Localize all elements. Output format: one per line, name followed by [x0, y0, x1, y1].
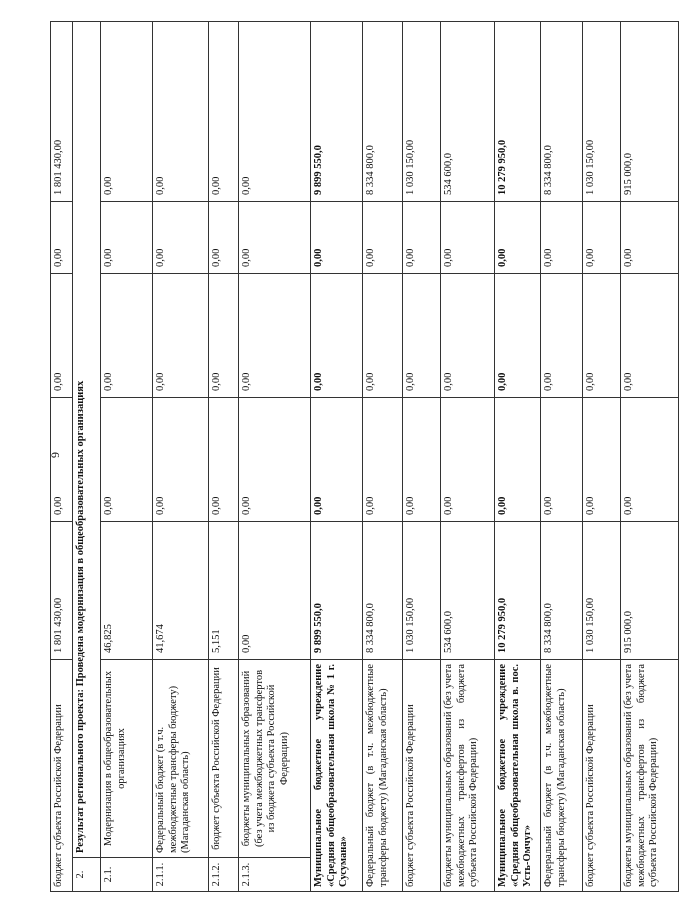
- section-row: [73, 22, 101, 892]
- row-name: бюджеты муниципальных образований (без учета межбюджетных трансфертов из бюджета субъекта Российской Федерации): [239, 660, 311, 858]
- value-cell: 10 279 950,0: [495, 522, 541, 660]
- value-cell: 1 030 150,00: [583, 522, 621, 660]
- value-cell: 0,00: [239, 522, 311, 660]
- budget-table: [50, 21, 679, 892]
- value-cell: 0,00: [209, 22, 239, 202]
- value-cell: 534 600,0: [441, 22, 495, 202]
- row-number: 2.1.2.: [209, 858, 239, 892]
- value-cell: 8 334 800,0: [363, 522, 403, 660]
- row-name: бюджеты муниципальных образований (без учета межбюджетных трансфертов из бюджета субъекта Российской Федерации): [621, 660, 679, 892]
- value-cell: 0,00: [51, 274, 73, 398]
- value-cell: 0,00: [403, 202, 441, 274]
- value-cell: 46,825: [101, 522, 153, 660]
- rotated-table-container: [50, 22, 660, 892]
- row-name: Модернизация в общеобразовательных организациях: [101, 660, 153, 858]
- value-cell: 0,00: [441, 274, 495, 398]
- value-cell: 915 000,0: [621, 22, 679, 202]
- value-cell: 0,00: [541, 202, 583, 274]
- value-cell: 0,00: [311, 202, 363, 274]
- value-cell: 0,00: [541, 398, 583, 522]
- table-row: [441, 22, 495, 892]
- value-cell: 0,00: [621, 398, 679, 522]
- row-name: бюджет субъекта Российской Федерации: [403, 660, 441, 892]
- value-cell: 0,00: [239, 202, 311, 274]
- value-cell: 0,00: [621, 202, 679, 274]
- row-number: 2.: [73, 858, 101, 892]
- value-cell: 1 030 150,00: [403, 522, 441, 660]
- value-cell: 0,00: [153, 22, 209, 202]
- value-cell: 41,674: [153, 522, 209, 660]
- value-cell: 5,151: [209, 522, 239, 660]
- value-cell: 0,00: [403, 398, 441, 522]
- table-row: [101, 22, 153, 892]
- table-row: [51, 22, 73, 892]
- value-cell: 8 334 800,0: [541, 22, 583, 202]
- table-row: [209, 22, 239, 892]
- row-name: Муниципальное бюджетное учреждение «Средняя общеобразовательная школа в. пос. Усть-Омчуг»: [495, 660, 541, 892]
- value-cell: 0,00: [363, 202, 403, 274]
- value-cell: 0,00: [495, 202, 541, 274]
- table-row: [403, 22, 441, 892]
- row-number: 2.1.1.: [153, 858, 209, 892]
- row-name: Федеральный бюджет (в т.ч. межбюджетные трансферы бюджету) (Магаданская область): [541, 660, 583, 892]
- table-row: [311, 22, 363, 892]
- value-cell: 0,00: [209, 398, 239, 522]
- table-row: [363, 22, 403, 892]
- row-number: 2.1.3.: [239, 858, 311, 892]
- value-cell: 534 600,0: [441, 522, 495, 660]
- value-cell: 0,00: [101, 202, 153, 274]
- value-cell: 9 899 550,0: [311, 22, 363, 202]
- value-cell: 0,00: [621, 274, 679, 398]
- table-row: [495, 22, 541, 892]
- row-name: Федеральный бюджет (в т.ч. межбюджетные трансферы бюджету) (Магаданская область): [153, 660, 209, 858]
- section-title: Результат регионального проекта: Проведена модернизация в общеобразовательных организациях: [73, 22, 101, 858]
- value-cell: 0,00: [541, 274, 583, 398]
- row-name: бюджет субъекта Российской Федерации: [209, 660, 239, 858]
- value-cell: 0,00: [363, 398, 403, 522]
- row-name: Муниципальное бюджетное учреждение «Средняя общеобразовательная школа № 1 г. Сусумана»: [311, 660, 363, 892]
- value-cell: 1 801 430,00: [51, 22, 73, 202]
- value-cell: 0,00: [403, 274, 441, 398]
- table-row: [153, 22, 209, 892]
- value-cell: 0,00: [583, 274, 621, 398]
- value-cell: 0,00: [51, 398, 73, 522]
- value-cell: 0,00: [239, 398, 311, 522]
- value-cell: 0,00: [583, 202, 621, 274]
- value-cell: 0,00: [311, 274, 363, 398]
- row-number: 2.1.: [101, 858, 153, 892]
- value-cell: 0,00: [239, 274, 311, 398]
- value-cell: 0,00: [101, 398, 153, 522]
- row-name: Федеральный бюджет (в т.ч. межбюджетные трансферы бюджету) (Магаданская область): [363, 660, 403, 892]
- value-cell: 0,00: [583, 398, 621, 522]
- table-row: [583, 22, 621, 892]
- value-cell: 0,00: [441, 202, 495, 274]
- value-cell: 0,00: [101, 274, 153, 398]
- value-cell: 0,00: [209, 202, 239, 274]
- table-row: [541, 22, 583, 892]
- value-cell: 8 334 800,0: [541, 522, 583, 660]
- value-cell: 915 000,0: [621, 522, 679, 660]
- value-cell: 0,00: [153, 398, 209, 522]
- value-cell: 9 899 550,0: [311, 522, 363, 660]
- row-name: бюджеты муниципальных образований (без учета межбюджетных трансфертов из бюджета субъекта Российской Федерации): [441, 660, 495, 892]
- value-cell: 0,00: [363, 274, 403, 398]
- row-name: бюджет субъекта Российской Федерации: [583, 660, 621, 892]
- value-cell: 0,00: [101, 22, 153, 202]
- value-cell: 0,00: [495, 274, 541, 398]
- value-cell: 1 030 150,00: [403, 22, 441, 202]
- value-cell: 1 030 150,00: [583, 22, 621, 202]
- value-cell: 1 801 430,00: [51, 522, 73, 660]
- value-cell: 0,00: [239, 22, 311, 202]
- value-cell: 8 334 800,0: [363, 22, 403, 202]
- value-cell: 0,00: [441, 398, 495, 522]
- row-name: бюджет субъекта Российской Федерации: [51, 660, 73, 892]
- value-cell: 0,00: [495, 398, 541, 522]
- value-cell: 0,00: [209, 274, 239, 398]
- value-cell: 0,00: [153, 202, 209, 274]
- page-number: 6: [48, 452, 63, 458]
- value-cell: 0,00: [153, 274, 209, 398]
- value-cell: 0,00: [51, 202, 73, 274]
- value-cell: 0,00: [311, 398, 363, 522]
- table-row: [239, 22, 311, 892]
- table-row: [621, 22, 679, 892]
- value-cell: 10 279 950,0: [495, 22, 541, 202]
